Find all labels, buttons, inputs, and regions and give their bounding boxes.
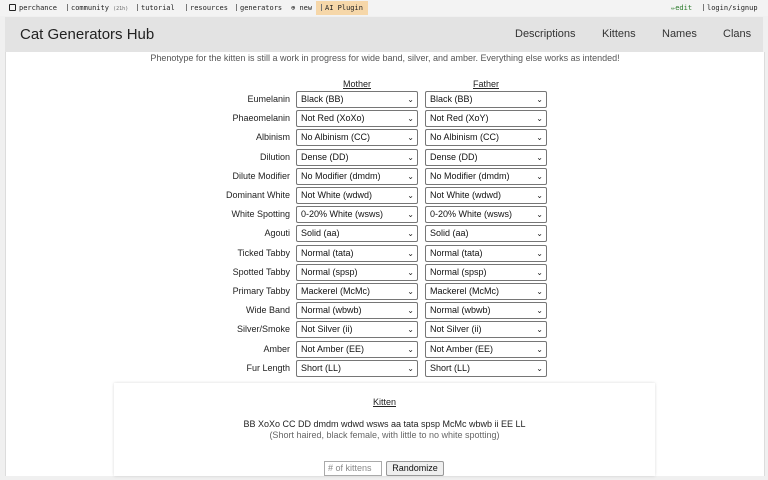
gene-row-white-spotting	[6, 206, 764, 223]
select-value: Dense (DD)	[301, 151, 349, 162]
dice-icon	[9, 4, 16, 11]
select-value: No Modifier (dmdm)	[430, 170, 510, 181]
select-value: Not Silver (ii)	[430, 324, 482, 335]
chevron-down-icon: ⌄	[407, 248, 414, 258]
mother-ticked-tabby-select[interactable]	[296, 245, 418, 262]
chevron-down-icon: ⌄	[536, 95, 543, 104]
select-value: Not White (wdwd)	[430, 190, 502, 200]
select-value: Dense (DD)	[430, 151, 478, 162]
father-dilute-modifier-select[interactable]	[425, 168, 547, 185]
father-phaeomelanin-select[interactable]	[425, 110, 547, 127]
resources-icon	[186, 4, 187, 11]
gene-label: White Spotting	[231, 209, 290, 220]
kitten-description: (Short haired, black female, with little to no white spotting)	[269, 430, 500, 440]
select-value: Solid (aa)	[301, 228, 340, 239]
randomize-button[interactable]: Randomize	[386, 461, 444, 476]
chevron-down-icon: ⌄	[536, 133, 543, 143]
community-count: (21h)	[113, 6, 129, 12]
kitten-genotype: BB XoXo CC DD dmdm wdwd wsws aa tata spsp McMc wbwb ii EE LL	[243, 419, 526, 429]
chevron-down-icon: ⌄	[536, 363, 543, 373]
chevron-down-icon: ⌄	[536, 248, 543, 258]
kitten-heading: Kitten	[372, 397, 396, 407]
select-value: Short (LL)	[301, 362, 342, 373]
father-white-spotting-select[interactable]	[425, 206, 547, 223]
main-content	[5, 52, 765, 476]
father-dilution-select[interactable]	[425, 149, 547, 166]
mother-albinism-select[interactable]	[296, 129, 418, 146]
chevron-down-icon: ⌄	[407, 114, 414, 124]
gene-row-silver-smoke	[6, 321, 764, 338]
select-value: Black (BB)	[430, 94, 473, 104]
gene-row-wide-band	[6, 302, 764, 319]
gene-label: Agouti	[264, 228, 290, 239]
chevron-down-icon: ⌄	[536, 191, 543, 200]
father-eumelanin-select[interactable]	[425, 91, 547, 108]
gene-label: Phaeomelanin	[232, 113, 290, 124]
mother-primary-tabby-select[interactable]	[296, 283, 418, 300]
gene-row-fur-length	[6, 360, 764, 377]
select-value: Solid (aa)	[430, 228, 469, 239]
gene-row-dilute-modifier	[6, 168, 764, 185]
chevron-down-icon: ⌄	[407, 210, 414, 220]
site-title[interactable]: Cat Generators Hub	[20, 26, 155, 43]
select-value: No Albinism (CC)	[301, 132, 371, 143]
intro-note: Phenotype for the kitten is still a work in progress for wide band, silver, and amber. Everything else works as intended!	[150, 53, 620, 63]
gene-row-primary-tabby	[6, 283, 764, 300]
chevron-down-icon: ⌄	[407, 325, 414, 335]
select-value: Not Silver (ii)	[301, 324, 353, 335]
generators-icon	[236, 4, 237, 11]
chevron-down-icon: ⌄	[536, 210, 543, 220]
select-value: Normal (wbwb)	[430, 305, 491, 316]
ai-plugin-icon	[321, 4, 322, 11]
gene-label: Spotted Tabby	[232, 266, 290, 277]
father-albinism-select[interactable]	[425, 129, 547, 146]
gene-row-amber	[6, 341, 764, 358]
select-value: Normal (tata)	[430, 247, 483, 258]
chevron-down-icon: ⌄	[407, 133, 414, 143]
chevron-down-icon: ⌄	[536, 325, 543, 335]
chevron-down-icon: ⌄	[536, 267, 543, 277]
chevron-down-icon: ⌄	[536, 306, 543, 316]
mother-spotted-tabby-select[interactable]	[296, 264, 418, 281]
resources-link[interactable]: resources	[186, 0, 228, 16]
perchance-link[interactable]: perchance	[9, 0, 57, 16]
gene-label: Primary Tabby	[232, 286, 290, 296]
nav-kittens[interactable]: Kittens	[602, 28, 636, 40]
gene-row-spotted-tabby	[6, 264, 764, 281]
chevron-down-icon: ⌄	[407, 191, 414, 200]
select-value: Mackerel (McMc)	[430, 286, 499, 296]
generators-link[interactable]: generators	[236, 0, 282, 16]
mother-amber-select[interactable]	[296, 341, 418, 358]
father-wide-band-select[interactable]	[425, 302, 547, 319]
father-amber-select[interactable]	[425, 341, 547, 358]
kitten-panel	[114, 383, 655, 476]
gene-label: Dominant White	[225, 190, 290, 200]
site-header	[5, 17, 763, 53]
edit-link[interactable]: ✏edit	[671, 4, 693, 12]
gene-label: Silver/Smoke	[236, 324, 290, 335]
father-spotted-tabby-select[interactable]	[425, 264, 547, 281]
mother-heading: Mother	[342, 79, 371, 89]
gene-label: Dilution	[259, 151, 290, 162]
ai-plugin-link[interactable]: AI Plugin	[316, 1, 368, 15]
select-value: Not White (wdwd)	[301, 190, 373, 200]
gene-label: Amber	[263, 343, 290, 354]
father-silver-smoke-select[interactable]	[425, 321, 547, 338]
login-link[interactable]: login/signup	[703, 0, 758, 16]
gene-row-ticked-tabby	[6, 245, 764, 262]
chevron-down-icon: ⌄	[536, 171, 543, 181]
community-icon	[67, 4, 68, 11]
nav-descriptions[interactable]: Descriptions	[515, 28, 576, 40]
select-value: Normal (tata)	[301, 247, 354, 258]
select-value: Normal (spsp)	[301, 266, 358, 277]
father-primary-tabby-select[interactable]	[425, 283, 547, 300]
chevron-down-icon: ⌄	[407, 267, 414, 277]
chevron-down-icon: ⌄	[407, 229, 414, 239]
mother-dominant-white-select[interactable]	[296, 187, 418, 204]
mother-dilute-modifier-select[interactable]	[296, 168, 418, 185]
chevron-down-icon: ⌄	[536, 229, 543, 239]
chevron-down-icon: ⌄	[536, 344, 543, 354]
father-agouti-select[interactable]	[425, 225, 547, 242]
new-link[interactable]: ⊕ new	[291, 4, 313, 12]
chevron-down-icon: ⌄	[407, 152, 414, 162]
user-icon	[703, 4, 704, 11]
gene-label: Eumelanin	[247, 94, 290, 104]
chevron-down-icon: ⌄	[407, 171, 414, 181]
father-heading: Father	[472, 79, 499, 89]
select-value: No Modifier (dmdm)	[301, 170, 381, 181]
chevron-down-icon: ⌄	[407, 95, 414, 104]
chevron-down-icon: ⌄	[536, 114, 543, 124]
select-value: No Albinism (CC)	[430, 132, 500, 143]
father-ticked-tabby-select[interactable]	[425, 245, 547, 262]
mother-fur-length-select[interactable]	[296, 360, 418, 377]
gene-row-dominant-white	[6, 187, 764, 204]
select-value: 0-20% White (wsws)	[430, 209, 513, 220]
kitten-count-input[interactable]: # of kittens	[324, 461, 382, 476]
pencil-icon: ✏	[671, 4, 676, 12]
chevron-down-icon: ⌄	[407, 363, 414, 373]
gene-label: Wide Band	[245, 305, 290, 316]
gene-row-eumelanin	[6, 91, 764, 108]
plus-icon: ⊕	[291, 4, 300, 12]
select-value: Not Amber (EE)	[301, 343, 365, 354]
gene-label: Dilute Modifier	[232, 170, 290, 181]
chevron-down-icon: ⌄	[407, 306, 414, 316]
select-value: 0-20% White (wsws)	[301, 209, 384, 220]
select-value: Mackerel (McMc)	[301, 286, 370, 296]
select-value: Black (BB)	[301, 94, 344, 104]
father-dominant-white-select[interactable]	[425, 187, 547, 204]
mother-phaeomelanin-select[interactable]	[296, 110, 418, 127]
father-fur-length-select[interactable]	[425, 360, 547, 377]
select-value: Not Red (XoXo)	[301, 113, 365, 124]
gene-row-albinism	[6, 129, 764, 146]
community-link[interactable]: community (21h)	[67, 0, 128, 16]
chevron-down-icon: ⌄	[407, 287, 414, 296]
tutorial-link[interactable]: tutorial	[137, 0, 175, 16]
select-value: Normal (wbwb)	[301, 305, 362, 316]
mother-white-spotting-select[interactable]	[296, 206, 418, 223]
gene-label: Ticked Tabby	[237, 247, 290, 258]
select-value: Normal (spsp)	[430, 266, 487, 277]
gene-label: Albinism	[255, 132, 290, 143]
gene-row-phaeomelanin	[6, 110, 764, 127]
nav-clans[interactable]: Clans	[723, 28, 752, 40]
chevron-down-icon: ⌄	[536, 287, 543, 296]
chevron-down-icon: ⌄	[407, 344, 414, 354]
select-value: Not Amber (EE)	[430, 343, 494, 354]
gene-row-agouti	[6, 225, 764, 242]
mother-eumelanin-select[interactable]	[296, 91, 418, 108]
mother-agouti-select[interactable]	[296, 225, 418, 242]
gene-label: Fur Length	[246, 362, 290, 373]
gene-row-dilution	[6, 149, 764, 166]
select-value: Short (LL)	[430, 362, 471, 373]
chevron-down-icon: ⌄	[536, 152, 543, 162]
tutorial-icon	[137, 4, 138, 11]
mother-wide-band-select[interactable]	[296, 302, 418, 319]
top-utility-bar	[0, 0, 768, 16]
select-value: Not Red (XoY)	[430, 113, 489, 124]
mother-silver-smoke-select[interactable]	[296, 321, 418, 338]
nav-names[interactable]: Names	[662, 28, 697, 40]
mother-dilution-select[interactable]	[296, 149, 418, 166]
